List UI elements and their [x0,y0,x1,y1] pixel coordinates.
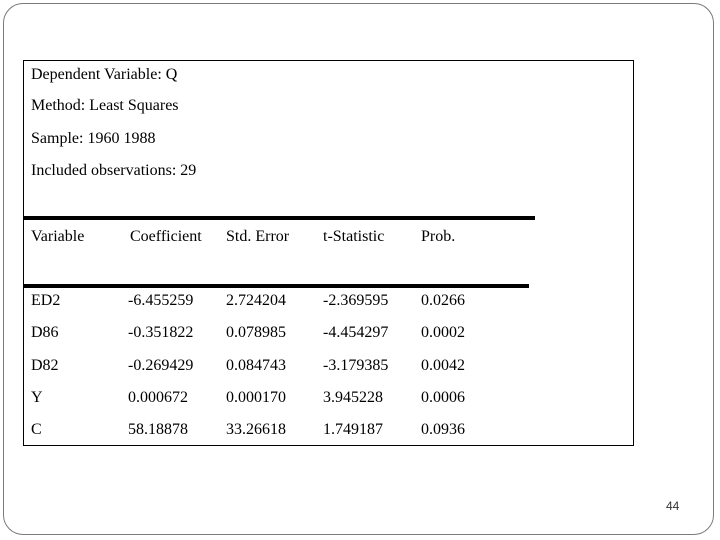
table-row-d82-variable: D82 [31,357,59,374]
dependent-variable-line: Dependent Variable: Q [31,66,178,83]
included-observations-line: Included observations: 29 [31,162,197,179]
table-row-ed2-t-statistic: -2.369595 [323,292,389,309]
table-row-y-variable: Y [31,389,43,406]
table-row-c-variable: C [31,421,42,438]
table-row-d86-t-statistic: -4.454297 [323,324,389,341]
table-row-c-prob: 0.0936 [421,421,465,438]
table-row-y-t-statistic: 3.945228 [323,389,383,406]
table-row-d86-variable: D86 [31,324,59,341]
table-row-d82-prob: 0.0042 [421,357,465,374]
table-row-d82-t-statistic: -3.179385 [323,357,389,374]
column-header-prob: Prob. [421,228,456,245]
table-top-rule [23,216,535,220]
table-row-d82-std-error: 0.084743 [226,357,286,374]
method-line: Method: Least Squares [31,97,179,114]
column-header-variable: Variable [31,228,85,245]
table-row-y-std-error: 0.000170 [226,389,286,406]
table-row-ed2-variable: ED2 [31,292,61,309]
column-header-t-statistic: t-Statistic [323,228,385,245]
table-row-d86-prob: 0.0002 [421,324,465,341]
table-row-ed2-prob: 0.0266 [421,292,465,309]
table-row-c-t-statistic: 1.749187 [323,421,383,438]
table-row-y-prob: 0.0006 [421,389,465,406]
table-row-y-coefficient: 0.000672 [128,389,188,406]
table-row-ed2-coefficient: -6.455259 [128,292,194,309]
table-row-d86-std-error: 0.078985 [226,324,286,341]
column-header-coefficient: Coefficient [130,228,202,245]
table-row-d82-coefficient: -0.269429 [128,357,194,374]
sample-line: Sample: 1960 1988 [31,130,156,147]
table-row-d86-coefficient: -0.351822 [128,324,194,341]
table-row-c-coefficient: 58.18878 [128,421,188,438]
table-row-ed2-std-error: 2.724204 [226,292,286,309]
table-row-c-std-error: 33.26618 [226,421,286,438]
page-number: 44 [666,499,680,513]
header-bottom-rule [23,284,529,288]
column-header-std-error: Std. Error [226,228,290,245]
